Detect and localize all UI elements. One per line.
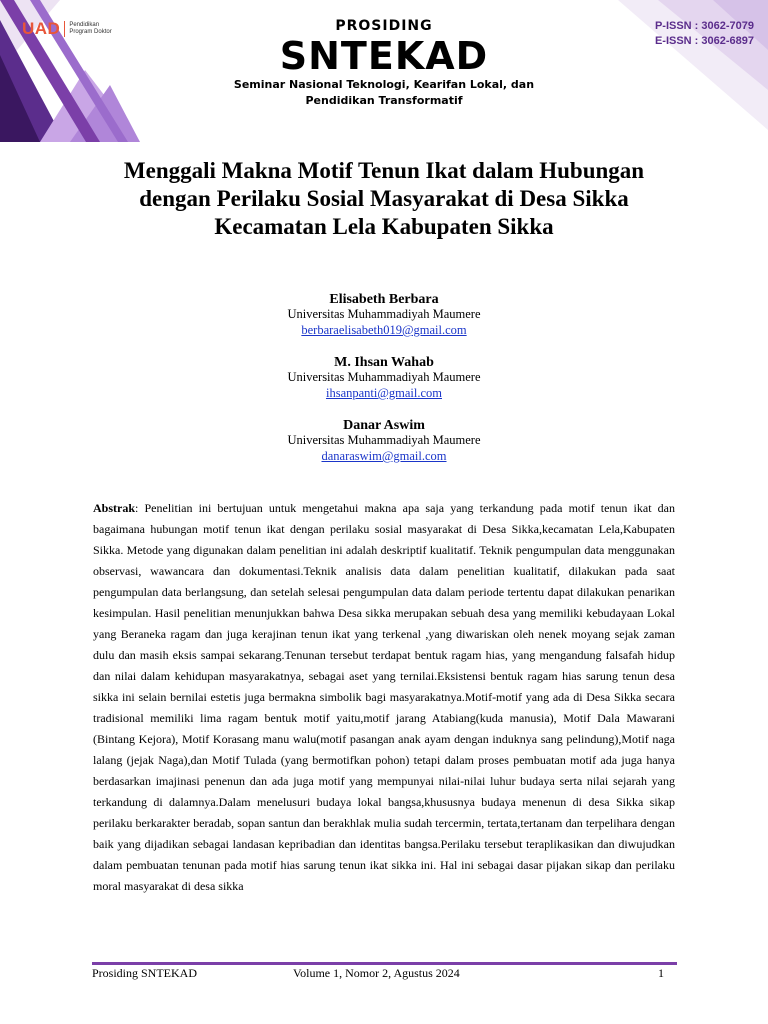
p-issn: P-ISSN : 3062-7079 bbox=[654, 20, 754, 32]
tagline-line2: Pendidikan Transformatif bbox=[305, 94, 463, 107]
author-name: Danar Aswim bbox=[343, 418, 425, 433]
abstract-text: : Penelitian ini bertujuan untuk mengetahui makna apa saja yang terkandung pada motif tenun ikat dan bagaimana hubungan motif tenun ikat dengan perilaku sosial masyarakat di Desa Sikka,kecamatan Lela,Kabupaten Sikka. Metode yang digunakan dalam penelitian ini adalah deskriptif kualitatif. Teknik pengumpulan data menggunakan observasi, wawancara dan dokumentasi.Teknik analisis data dalam penelitian kualitatif, dilakukan pada saat pengumpulan data berlangsung, dan setelah selesai pengumpulan data dalam periode tertentu dapat dilakukan penarikan kesimpulan. Hasil penelitian menunjukkan bahwa Desa sikka merupakan sebuah desa yang memiliki kebudayaan Lokal yang Beraneka ragam dan juga kerajinan tenun ikat yang terkenal ,yang diwariskan oleh nenek moyang sejak zaman dulu dan masih eksis sampai sekarang.Tenunan tersebut terdapat bentuk ragam hias, yang mengandung falsafah hidup dan nilai dalam kehidupan masyarakatnya, sebagai aset yang ternilai.Eksistensi bentuk ragam hias sarung tenun desa sikka ini selain bernilai estetis juga bermakna simbolik bagi masyarakatnya.Motif-motif yang ada di Desa Sikka secara tradisional memiliki lima ragam bentuk motif yaitu,motif jarang Atabiang(kuda manusia), Motif Dala Mawarani (Bintang Kejora), Motif Korasang manu walu(motif pasangan anak ayam dengan induknya sang pelindung),Motif naga lalang (jejak Naga),dan Motif Tulada (yang bermotifkan pohon) tetapi dalam proses pembuatan motif ada juga hanya berdasarkan imajinasi penenun dan ada juga motif yang mempunyai nilai-nilai luhur budaya serta nilai sejarah yang terkandung di dalamnya.Dalam menelusuri budaya lokal bangsa,khususnya budaya menenun di desa Sikka sikap perilaku berkarakter beradab, sopan santun dan berakhlak mulia sudah tercermin, tertata,tertanam dan terpelihara dengan baik yang dijadikan sebagai landasan kepribadian dan identitas bangsa.Perilaku tersebut teraplikasikan dan diwujudkan dalam pembuatan tenunan pada motif hias sarung tenun ikat sikka ini. Hal ini sebagai dasar pijakan sikap dan perilaku moral masyarakat di desa sikka bbox=[93, 501, 675, 893]
author-affiliation: Universitas Muhammadiyah Maumere bbox=[287, 307, 481, 321]
footer-volume: Volume 1, Nomor 2, Agustus 2024 bbox=[293, 966, 460, 980]
author-block bbox=[0, 292, 768, 338]
paper-title bbox=[60, 157, 708, 241]
footer bbox=[92, 966, 664, 981]
footer-journal-name: Prosiding SNTEKAD bbox=[92, 966, 198, 980]
author-email-link[interactable]: ihsanpanti@gmail.com bbox=[325, 386, 442, 400]
logo-sub-line1: Pendidikan bbox=[69, 22, 100, 28]
author-email-link[interactable]: berbaraelisabeth019@gmail.com bbox=[301, 323, 467, 337]
title-line1: Menggali Makna Motif Tenun Ikat dalam Hubungan bbox=[123, 158, 645, 183]
author-list bbox=[0, 292, 768, 481]
uad-logo-text: UAD bbox=[22, 19, 61, 38]
author-block bbox=[0, 418, 768, 464]
author-affiliation: Universitas Muhammadiyah Maumere bbox=[287, 370, 481, 384]
title-line2: dengan Perilaku Sosial Masyarakat di Desa Sikka bbox=[139, 186, 629, 211]
author-block bbox=[0, 355, 768, 401]
page-number: 1 bbox=[658, 966, 664, 980]
logo-sub-line2: Program Doktor bbox=[69, 29, 112, 35]
tagline-line1: Seminar Nasional Teknologi, Kearifan Lokal, dan bbox=[233, 78, 535, 91]
prosiding-label: PROSIDING bbox=[335, 18, 433, 34]
author-email-link[interactable]: danaraswim@gmail.com bbox=[321, 449, 447, 463]
author-name: M. Ihsan Wahab bbox=[334, 355, 434, 370]
author-name: Elisabeth Berbara bbox=[329, 292, 439, 307]
footer-divider bbox=[92, 962, 677, 965]
issn-block bbox=[655, 19, 754, 49]
tagline bbox=[0, 77, 768, 109]
brand-title: SNTEKAD bbox=[279, 34, 489, 78]
masthead bbox=[0, 18, 768, 109]
author-affiliation: Universitas Muhammadiyah Maumere bbox=[287, 433, 481, 447]
abstract bbox=[93, 498, 675, 897]
title-line3: Kecamatan Lela Kabupaten Sikka bbox=[214, 214, 554, 239]
abstract-label: Abstrak bbox=[93, 501, 136, 515]
e-issn: E-ISSN : 3062-6897 bbox=[654, 35, 754, 47]
